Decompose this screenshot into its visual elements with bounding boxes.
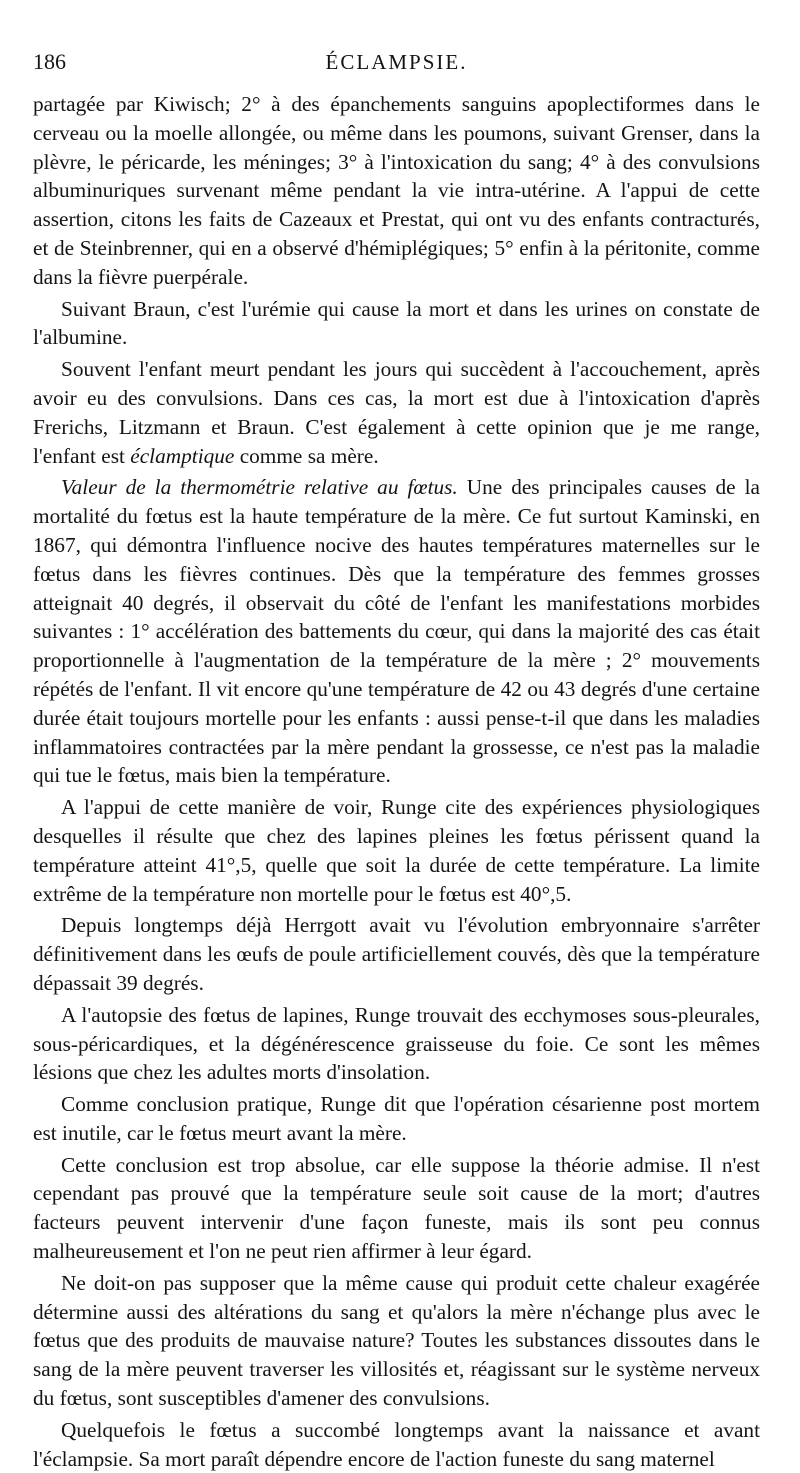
running-title: ÉCLAMPSIE.	[325, 50, 468, 74]
paragraph-text: Suivant Braun, c'est l'urémie qui cause la mort et dans les urines on constate de l'albumine.	[33, 296, 760, 350]
paragraph-text: A l'autopsie des fœtus de lapines, Runge trouvait des ecchymoses sous-pleurales, sous-péricardiques, et la dégénérescence graisseuse du foie. Ce sont les mêmes lésions que chez les adultes morts d'insolation.	[33, 1002, 760, 1085]
paragraph-10	[33, 1269, 760, 1413]
paragraph-11	[33, 1416, 760, 1473]
paragraph-6	[33, 911, 760, 997]
paragraph-text-after: comme sa mère.	[234, 443, 379, 468]
page-number: 186	[33, 49, 66, 74]
paragraph-4	[33, 473, 760, 790]
paragraph-9	[33, 1151, 760, 1266]
paragraph-5	[33, 793, 760, 908]
emphasis-term: éclamptique	[130, 443, 235, 468]
paragraph-text: Comme conclusion pratique, Runge dit que l'opération césarienne post mortem est inutile, car le fœtus meurt avant la mère.	[33, 1092, 760, 1145]
paragraph-text: A l'appui de cette manière de voir, Runge cite des expériences physiologiques desquelles il résulte que chez des lapines pleines les fœtus périssent quand la température atteint 41°,5, quelle que soit la durée de cette température. La limite extrême de la température non mortelle pour le fœtus est 40°,5.	[33, 795, 760, 906]
paragraph-text-before: Souvent l'enfant meurt pendant les jours qui succèdent à l'accouchement, après avoir eu des convulsions. Dans ces cas, la mort est due à l'intoxication d'après Frerichs, Litzmann et Braun. C'est également à cette opinion que je me range, l'enfant est	[33, 357, 760, 468]
body-text	[33, 90, 760, 1473]
paragraph-text: partagée par Kiwisch; 2° à des épanchements sanguins apoplectiformes dans le cerveau ou la moelle allongée, ou même dans les poumons, suivant Grenser, dans la plèvre, le péricarde, les méninges; 3° à l'intoxication du sang; 4° à des convulsions albuminuriques survenant même pendant la vie intra-utérine. A l'appui de cette assertion, citons les faits de Cazeaux et Prestat, qui ont vu des enfants contracturés, et de Steinbrenner, qui en a observé d'hémiplégiques; 5° enfin à la péritonite, comme dans la fièvre puerpérale.	[33, 92, 760, 289]
page-header	[33, 50, 760, 90]
paragraph-1	[33, 90, 760, 292]
paragraph-text: Depuis longtemps déjà Herrgott avait vu l'évolution embryonnaire s'arrêter définitivement dans les œufs de poule artificiellement couvés, dès que la température dépassait 39 degrés.	[33, 913, 760, 995]
paragraph-3	[33, 355, 760, 470]
section-heading: Valeur de la thermométrie relative au fœtus.	[61, 475, 458, 500]
paragraph-text: Cette conclusion est trop absolue, car elle suppose la théorie admise. Il n'est cependant pas prouvé que la température seule soit cause de la mort; d'autres facteurs peuvent intervenir d'une façon funeste, mais ils sont peu connus malheureusement et l'on ne peut rien affirmer à leur égard.	[33, 1152, 760, 1264]
paragraph-8	[33, 1090, 760, 1148]
paragraph-text: Quelquefois le fœtus a succombé longtemps avant la naissance et avant l'éclampsie. Sa mort paraît dépendre encore de l'action funeste du sang maternel	[33, 1417, 760, 1471]
paragraph-2	[33, 295, 760, 353]
paragraph-text: Une des principales causes de la mortalité du fœtus est la haute température de la mère. Ce fut surtout Kaminski, en 1867, qui démontra l'influence nocive des hautes températures maternelles sur le fœtus dans les fièvres continues. Dès que la température des femmes grosses atteignait 40 degrés, il observait du côté de l'enfant les manifestations morbides suivantes : 1° accélération des battements du cœur, qui dans la majorité des cas était proportionnelle à l'augmentation de la température de la mère ; 2° mouvements répétés de l'enfant. Il vit encore qu'une température de 42 ou 43 degrés d'une certaine durée était toujours mortelle pour les enfants : aussi pense-t-il que dans les maladies inflammatoires contractées par la mère pendant la grossesse, ce n'est pas la maladie qui tue le fœtus, mais bien la température.	[33, 475, 760, 788]
paragraph-7	[33, 1001, 760, 1087]
paragraph-text: Ne doit-on pas supposer que la même cause qui produit cette chaleur exagérée détermine aussi des altérations du sang et qu'alors la mère n'échange plus avec le fœtus que des produits de mauvaise nature? Toutes les substances dissoutes dans le sang de la mère peuvent traverser les villosités et, réagissant sur le système nerveux du fœtus, sont susceptibles d'amener des convulsions.	[33, 1270, 760, 1411]
